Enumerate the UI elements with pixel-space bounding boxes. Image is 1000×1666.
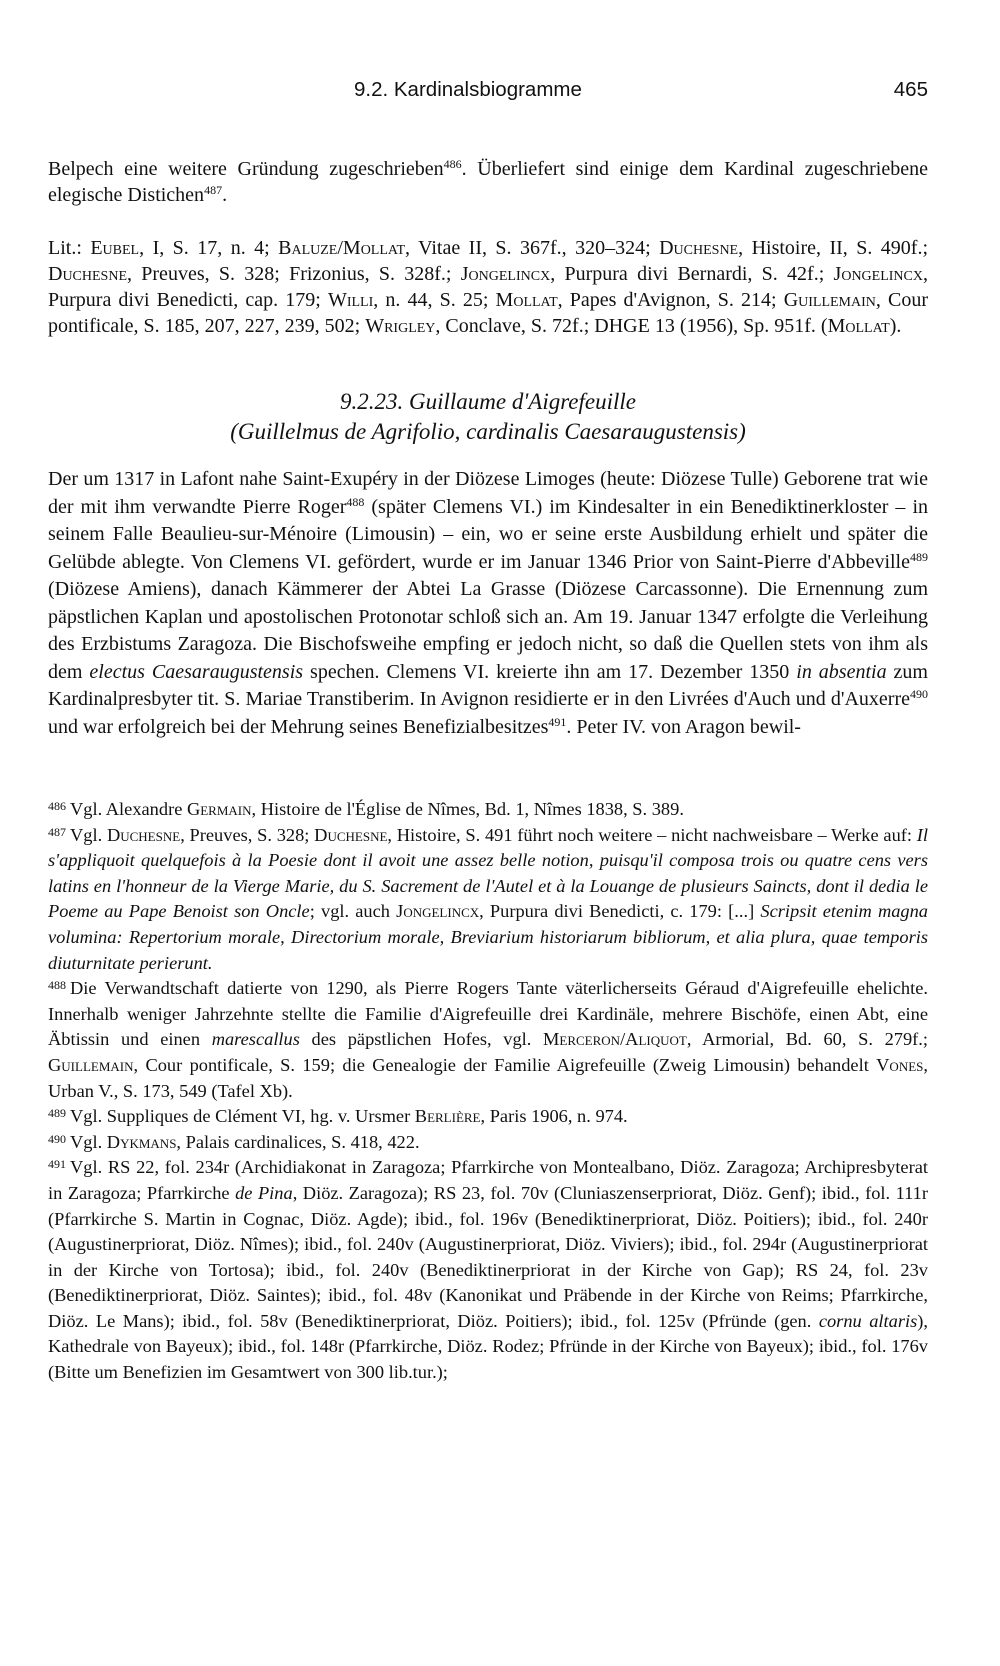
running-head: [48, 78, 928, 112]
author-name: Vones: [876, 1054, 924, 1075]
footnote-number: 489: [48, 1106, 66, 1121]
italic-term: cornu altaris: [818, 1310, 918, 1331]
footnotes: [48, 797, 928, 1386]
footnote-number: 486: [48, 799, 66, 813]
footnote-ref-489[interactable]: 489: [910, 549, 928, 564]
footnote-number: 491: [48, 1157, 66, 1172]
running-head-title: 9.2. Kardinalsbiogramme: [354, 78, 582, 101]
author-name: Duchesne: [48, 263, 128, 285]
page-number: 465: [893, 78, 928, 101]
author-name: Jongelincx: [833, 263, 923, 285]
author-name: Germain: [186, 799, 252, 819]
author-name: Jongelincx: [396, 901, 480, 922]
italic-term: electus Caesaraugustensis: [89, 660, 304, 683]
author-name: Duchesne: [106, 824, 181, 845]
section-heading: [48, 387, 928, 447]
author-name: Eubel: [90, 237, 140, 259]
footnote-number: 487: [48, 824, 66, 839]
footnote-491: $^{491}$ Vgl. RS 22, fol. 234r (Archidiakonat in Zaragoza; Pfarrkirche von Montealbano, Diöz. Zaragoza; Archipresbyterat in Zaragoza; Pfarrkirche de Pina, Diöz. Zaragoza); RS 23, fol. 70v (Cluniaszenserpriorat, Diöz. Genf); ibid., fol. 111r (Pfarrkirche S. Martin in Cognac, Diöz. Agde); ibid., fol. 196v (Benediktinerpriorat, Diöz. Poitiers); ibid., fol. 240r (Augustinerpriorat, Diöz. Nîmes); ibid., fol. 240v (Augustinerpriorat, Diöz. Viviers); ibid., fol. 294r (Augustinerpriorat in der Kirche von Tortosa); ibid., fol. 240v (Benediktinerpriorat in der Kirche von Gap); RS 24, fol. 23v (Benediktinerpriorat, Diöz. Saintes); ibid., fol. 48v (Kanonikat und Präbende in der Kirche von Reims; Pfarrkirche, Diöz. Le Mans); ibid., fol. 58v (Benediktinerpriorat, Diöz. Poitiers); ibid., fol. 125v (Pfründe (gen. cornu altaris), Kathedrale von Bayeux); ibid., fol. 148r (Pfarrkirche, Diöz. Rodez; Pfründe in der Kirche von Bayeux); ibid., fol. 176v (Bitte um Benefizien im Gesamtwert von 300 lib.tur.);: [48, 1157, 928, 1383]
footnote-ref-486[interactable]: 486: [443, 157, 462, 171]
footnote-number: 490: [48, 1131, 66, 1146]
footnote-488: $^{488}$ Die Verwandtschaft datierte von 1290, als Pierre Rogers Tante väterlicherseits Géraud d'Aigrefeuille ehelichte. Innerhalb weniger Jahrzehnte stellte die Familie d'Aigrefeuille drei Kardinäle, mehrere Bischöfe, einen Abt, eine Äbtissin und einen marescallus des päpstlichen Hofes, vgl. Merceron/Aliquot, Armorial, Bd. 60, S. 279f.; Guillemain, Cour pontificale, S. 159; die Genealogie der Familie Aigrefeuille (Zweig Limousin) behandelt Vones, Urban V., S. 173, 549 (Tafel Xb).: [48, 978, 928, 1101]
author-name: Dykmans: [106, 1131, 177, 1152]
continuation-paragraph: Belpech eine weitere Gründung zugeschrieben$^{486}$. Überliefert sind einige dem Kardinal zugeschriebene elegische Distichen$^{487}$.: [48, 157, 928, 206]
quotation: Scripsit etenim magna volumina: Repertorium morale, Directorium morale, Breviarium historiarum bibliorum, et alia plura, quae temporis diuturnitate perierunt.: [48, 901, 929, 973]
footnote-490: $^{490}$ Vgl. Dykmans, Palais cardinalices, S. 418, 422.: [48, 1131, 420, 1152]
author-name: Duchesne: [314, 824, 388, 845]
author-name: Berlière: [414, 1106, 481, 1127]
literature-list: Lit.: Eubel, I, S. 17, n. 4; Baluze/Mollat, Vitae II, S. 367f., 320–324; Duchesne, Histoire, II, S. 490f.; Duchesne, Preuves, S. 328; Frizonius, S. 328f.; Jongelincx, Purpura divi Bernardi, S. 42f.; Jongelincx, Purpura divi Benedicti, cap. 179; Willi, n. 44, S. 25; Mollat, Papes d'Avignon, S. 214; Guillemain, Cour pontificale, S. 185, 207, 227, 239, 502; Wrigley, Conclave, S. 72f.; DHGE 13 (1956), Sp. 951f. (Mollat).: [48, 237, 929, 337]
book-page: [48, 78, 928, 1386]
section-heading-title: 9.2.23. Guillaume d'Aigrefeuille: [340, 389, 636, 414]
body-paragraph: Der um 1317 in Lafont nahe Saint-Exupéry in der Diözese Limoges (heute: Diözese Tulle) Geborene trat wie der mit ihm verwandte Pierre Roger$^{488}$ (später Clemens VI.) im Kindesalter in ein Benediktinerkloster – in seinem Falle Beaulieu-sur-Ménoire (Limousin) – ein, wo er seine erste Ausbildung erhielt und später die Gelübde ablegte. Von Clemens VI. gefördert, wurde er im Januar 1346 Prior von Saint-Pierre d'Abbeville$^{489}$ (Diözese Amiens), danach Kämmerer der Abtei La Grasse (Diözese Carcassonne). Die Ernennung zum päpstlichen Kaplan und apostolischen Protonotar schloß sich an. Am 19. Januar 1347 erfolgte die Verleihung des Erzbistums Zaragoza. Die Bischofsweihe empfing er jedoch nicht, so daß die Quellen stets von ihm als dem electus Caesaraugustensis spechen. Clemens VI. kreierte ihn am 17. Dezember 1350 in absentia zum Kardinalpresbyter tit. S. Mariae Transtiberim. In Avignon residierte er in den Livrées d'Auch und d'Auxerre$^{490}$ und war erfolgreich bei der Mehrung seines Benefizialbesitzes$^{491}$. Peter IV. von Aragon bewil-: [48, 468, 929, 738]
footnote-ref-490[interactable]: 490: [910, 687, 928, 701]
footnote-number: 488: [48, 978, 66, 993]
quotation: Il s'appliquoit quelquefois à la Poesie dont il avoit une assez belle notion, puisqu'il composa trois ou quatre cens vers latins en l'honneur de la Vierge Marie, du S. Sacrement de l'Autel et à la Louange de plusieurs Saincts, dont il dedia le Poeme au Pape Benoist son Oncle: [48, 824, 928, 922]
author-name: Baluze/Mollat: [278, 237, 406, 259]
italic-term: de Pina: [235, 1182, 293, 1203]
footnote-486: $^{486}$ Vgl. Alexandre Germain, Histoire de l'Église de Nîmes, Bd. 1, Nîmes 1838, S. 389.: [48, 799, 684, 819]
italic-term: in absentia: [796, 660, 887, 683]
author-name: Guillemain: [48, 1054, 134, 1075]
footnote-ref-488[interactable]: 488: [346, 494, 365, 509]
italic-term: marescallus: [211, 1029, 300, 1050]
author-name: Guillemain: [783, 289, 876, 311]
author-name: Duchesne: [659, 237, 739, 259]
author-name: Merceron/Aliquot: [543, 1029, 687, 1050]
author-name: Wrigley: [365, 315, 436, 337]
author-name: Willi: [327, 289, 374, 311]
footnote-ref-487[interactable]: 487: [204, 183, 223, 197]
footnote-489: $^{489}$ Vgl. Suppliques de Clément VI, hg. v. Ursmer Berlière, Paris 1906, n. 974.: [48, 1106, 628, 1127]
author-name: Mollat: [495, 289, 558, 311]
footnote-ref-491[interactable]: 491: [548, 714, 567, 729]
author-name: Mollat: [827, 315, 890, 337]
footnote-487: $^{487}$ Vgl. Duchesne, Preuves, S. 328; Duchesne, Histoire, S. 491 führt noch weitere – nicht nachweisbare – Werke auf: Il s'appliquoit quelquefois à la Poesie dont il avoit une assez belle notion, puisqu'il composa trois ou quatre cens vers latins en l'honneur de la Vierge Marie, du S. Sacrement de l'Autel et à la Louange de plusieurs Saincts, dont il dedia le Poeme au Pape Benoist son Oncle; vgl. auch Jongelincx, Purpura divi Benedicti, c. 179: [...] Scripsit etenim magna volumina: Repertorium morale, Directorium morale, Breviarium historiarum bibliorum, et alia plura, quae temporis diuturnitate perierunt.: [48, 824, 929, 973]
author-name: Jongelincx: [460, 263, 551, 285]
section-heading-subtitle: (Guillelmus de Agrifolio, cardinalis Caesaraugustensis): [230, 419, 746, 444]
